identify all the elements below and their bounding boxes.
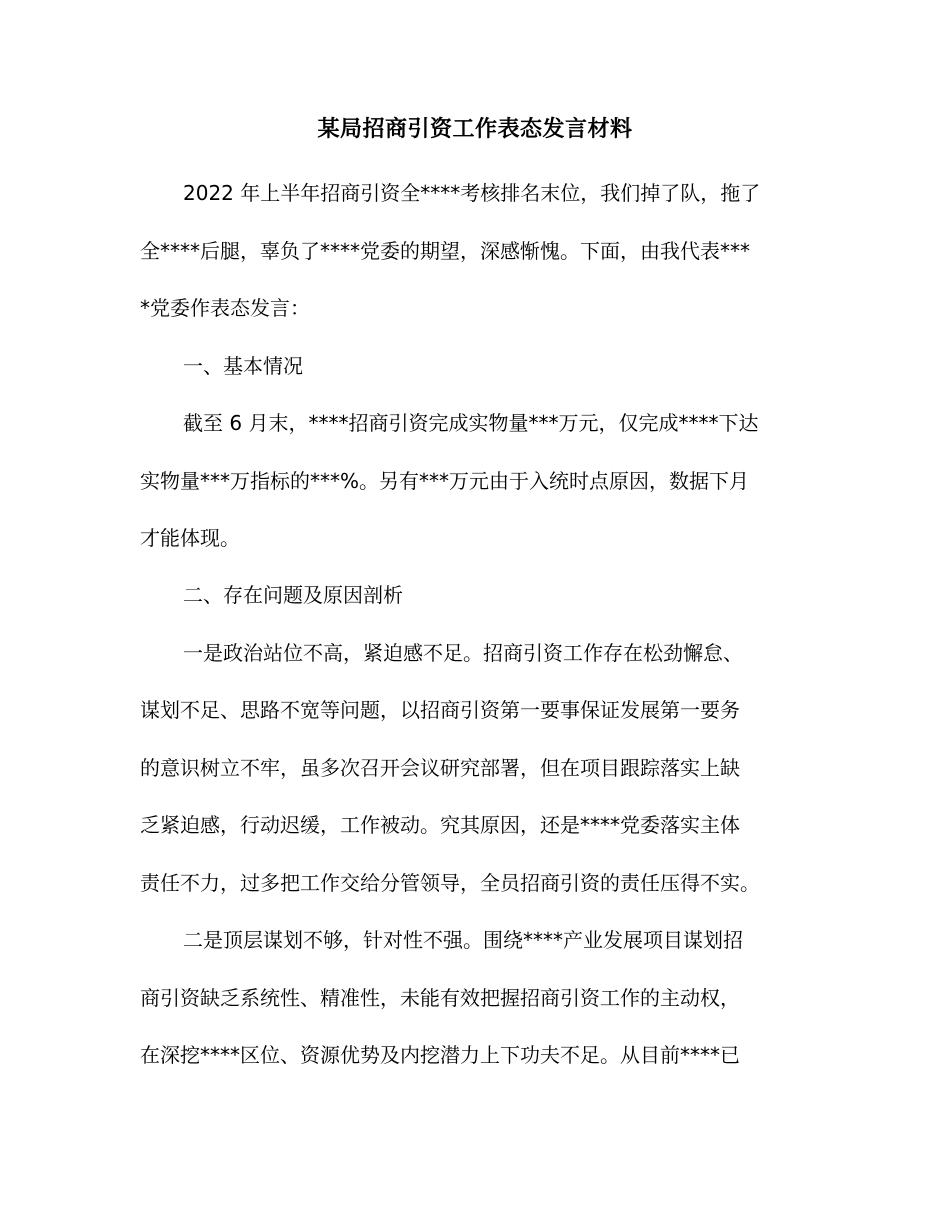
paragraph-line: 乏紧迫感，行动迟缓，工作被动。究其原因，还是****党委落实主体 [140,813,740,837]
section-heading: 二、存在问题及原因剖析 [183,583,403,607]
paragraph-line: 才能体现。 [140,526,240,550]
section-heading: 一、基本情况 [183,354,303,378]
paragraph-line: 商引资缺乏系统性、精准性，未能有效把握招商引资工作的主动权， [140,986,740,1010]
paragraph-line: 一是政治站位不高，紧迫感不足。招商引资工作存在松劲懈怠、 [183,641,743,665]
paragraph-line: 2022 年上半年招商引资全****考核排名末位，我们掉了队，拖了 [183,181,761,205]
paragraph-line: 截至 6 月末，****招商引资完成实物量***万元，仅完成****下达 [183,411,759,435]
paragraph-line: 实物量***万指标的***%。另有***万元由于入统时点原因，数据下月 [140,469,750,493]
paragraph-line: 在深挖****区位、资源优势及内挖潜力上下功夫不足。从目前****已 [140,1043,740,1067]
document-title: 某局招商引资工作表态发言材料 [317,117,633,142]
paragraph-line: 谋划不足、思路不宽等问题，以招商引资第一要事保证发展第一要务 [140,698,740,722]
paragraph-line: 全****后腿，辜负了****党委的期望，深感惭愧。下面，由我代表*** [140,239,750,263]
paragraph-line: 责任不力，过多把工作交给分管领导，全员招商引资的责任压得不实。 [140,871,760,895]
paragraph-line: *党委作表态发言： [140,296,310,320]
paragraph-line: 的意识树立不牢，虽多次召开会议研究部署，但在项目跟踪落实上缺 [140,756,740,780]
paragraph-line: 二是顶层谋划不够，针对性不强。围绕****产业发展项目谋划招 [183,928,743,952]
